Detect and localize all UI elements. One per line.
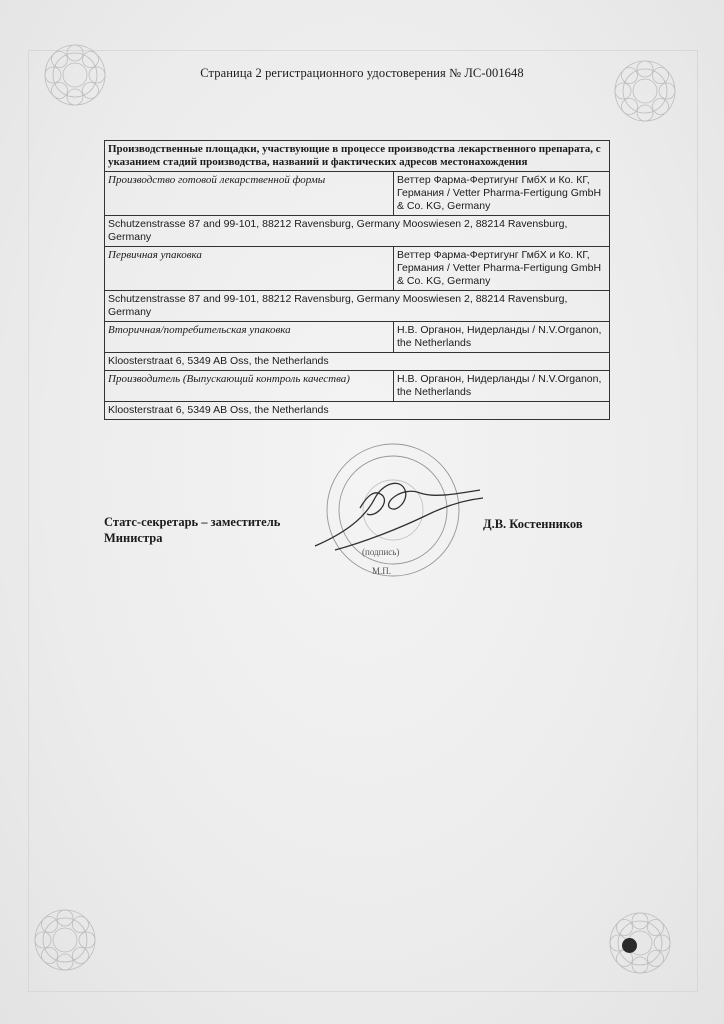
table-row <box>105 353 610 371</box>
stage-cell: Первичная упаковка <box>105 247 394 291</box>
signatory-title-line: Статс-секретарь – заместитель <box>104 515 281 529</box>
seal-label: М.П. <box>372 566 392 576</box>
signatory-name: Д.В. Костенников <box>483 517 583 531</box>
corner-dot-mark <box>622 938 637 953</box>
table-row <box>105 371 610 402</box>
page-title: Страница 2 регистрационного удостоверения № ЛС-001648 <box>200 66 524 80</box>
address-cell: Schutzenstrasse 87 and 99-101, 88212 Ravensburg, Germany Mooswiesen 2, 88214 Ravensburg, Germany <box>105 291 610 322</box>
stage-cell: Производитель (Выпускающий контроль качества) <box>105 371 394 402</box>
stage-cell: Вторичная/потребительская упаковка <box>105 322 394 353</box>
signatory-title-line: Министра <box>104 531 163 545</box>
table-row <box>105 291 610 322</box>
company-cell: Веттер Фарма-Фертигунг ГмбХ и Ко. КГ, Германия / Vetter Pharma-Fertigung GmbH & Co. KG, Germany <box>394 247 610 291</box>
official-stamp-and-signature <box>305 438 485 588</box>
table-row <box>105 247 610 291</box>
table-row <box>105 172 610 216</box>
corner-rosette-ornament <box>605 908 675 978</box>
signature-caption: (подпись) <box>362 547 400 557</box>
address-cell: Kloosterstraat 6, 5349 AB Oss, the Netherlands <box>105 353 610 371</box>
signatory-title <box>104 514 280 546</box>
table-row <box>105 322 610 353</box>
table-header-row <box>105 141 610 172</box>
address-cell: Kloosterstraat 6, 5349 AB Oss, the Netherlands <box>105 402 610 420</box>
company-cell: Н.В. Органон, Нидерланды / N.V.Organon, the Netherlands <box>394 371 610 402</box>
company-cell: Веттер Фарма-Фертигунг ГмбХ и Ко. КГ, Германия / Vetter Pharma-Fertigung GmbH & Co. KG, Germany <box>394 172 610 216</box>
corner-rosette-ornament <box>30 905 100 975</box>
production-sites-table <box>104 140 610 420</box>
stage-cell: Производство готовой лекарственной формы <box>105 172 394 216</box>
table-row <box>105 402 610 420</box>
table-row <box>105 216 610 247</box>
company-cell: Н.В. Органон, Нидерланды / N.V.Organon, the Netherlands <box>394 322 610 353</box>
address-cell: Schutzenstrasse 87 and 99-101, 88212 Ravensburg, Germany Mooswiesen 2, 88214 Ravensburg, Germany <box>105 216 610 247</box>
table-heading: Производственные площадки, участвующие в процессе производства лекарственного препарата, с указанием стадий производства, названий и фактических адресов местонахождения <box>105 141 610 172</box>
